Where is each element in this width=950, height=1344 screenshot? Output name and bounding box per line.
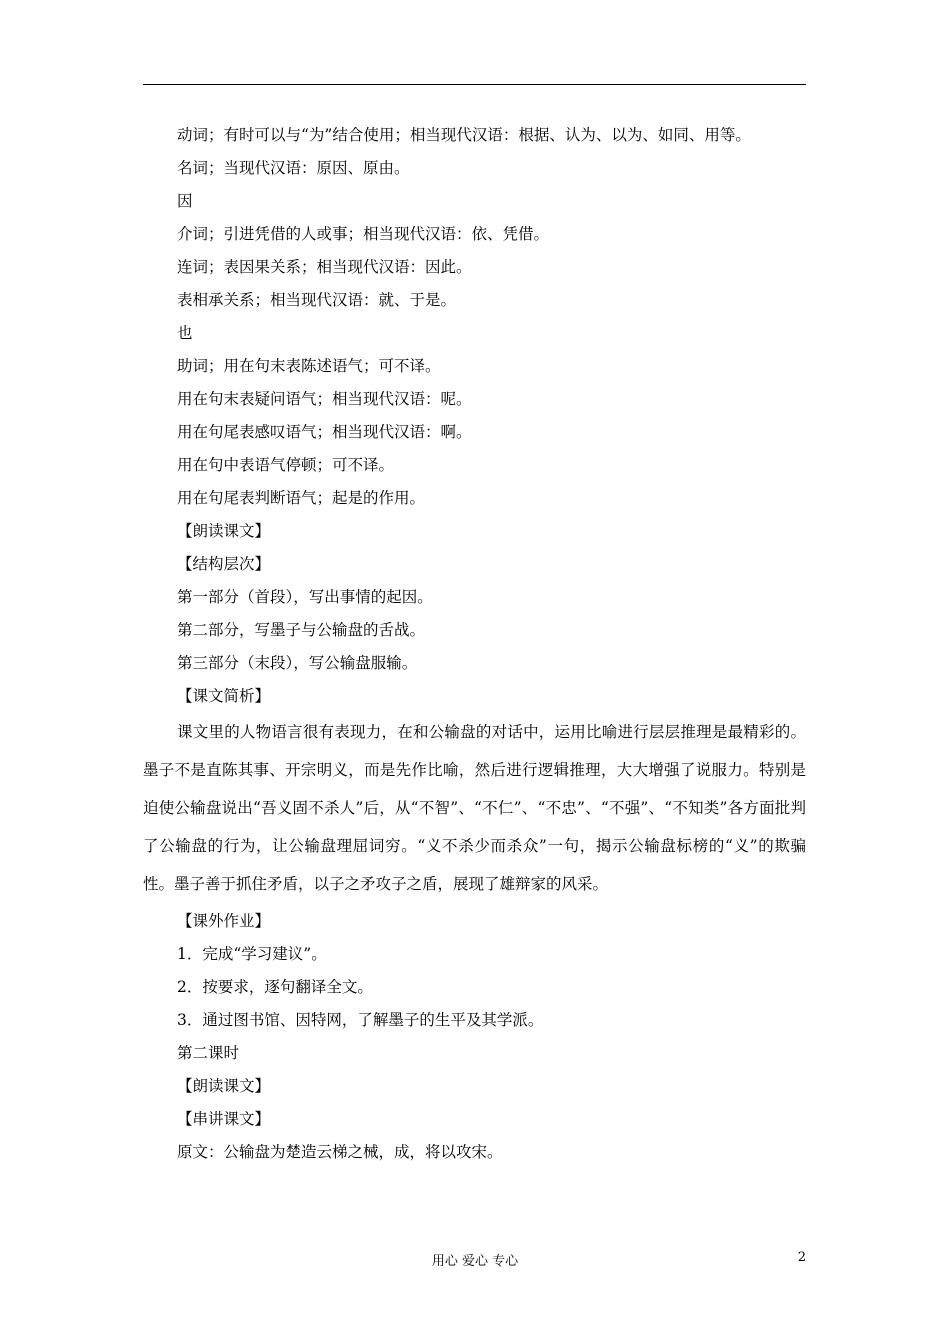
- text-line: 用在句末表疑问语气；相当现代汉语：呢。: [177, 390, 472, 408]
- text-line: 也: [177, 324, 193, 342]
- footer-text: 用心 爱心 专心: [431, 1254, 519, 1269]
- text-line: 2．按要求，逐句翻译全文。: [177, 978, 373, 996]
- text-line: 介词；引进凭借的人或事；相当现代汉语：依、凭借。: [177, 225, 550, 243]
- text-line: 【结构层次】: [177, 555, 271, 573]
- text-line: 【课文简析】: [177, 687, 271, 705]
- text-line: 第二课时: [177, 1044, 240, 1062]
- text-line: 第二部分，写墨子与公输盘的舌战。: [177, 621, 426, 639]
- text-line: 表相承关系；相当现代汉语：就、于是。: [177, 291, 457, 309]
- text-line: 动词；有时可以与“为”结合使用；相当现代汉语：根据、认为、以为、如同、用等。: [177, 126, 751, 144]
- text-line: 用在句尾表判断语气；起是的作用。: [177, 489, 426, 507]
- text-line: 【课外作业】: [177, 912, 271, 930]
- text-line: 因: [177, 192, 193, 210]
- lines-before: [143, 119, 806, 713]
- analysis-paragraph: 课文里的人物语言很有表现力，在和公输盘的对话中，运用比喻进行层层推理是最精彩的。墨子不是直陈其事、开宗明义，而是先作比喻，然后进行逻辑推理，大大增强了说服力。特别是迫使公输盘说出“吾义固不杀人”后，从“不智”、“不仁”、“不忠”、“不强”、“不知类”各方面批判了公输盘的行为，让公输盘理屈词穷。“义不杀少而杀众”一句，揭示公输盘标榜的“义”的欺骗性。墨子善于抓住矛盾，以子之矛攻子之盾，展现了雄辩家的风采。: [143, 723, 806, 893]
- document-body: [143, 119, 806, 1169]
- page-number: 2: [797, 1250, 806, 1265]
- text-line: 名词；当现代汉语：原因、原由。: [177, 159, 410, 177]
- text-line: 原文：公输盘为楚造云梯之械，成，将以攻宋。: [177, 1143, 503, 1161]
- text-line: 3．通过图书馆、因特网，了解墨子的生平及其学派。: [177, 1011, 544, 1029]
- text-line: 【朗读课文】: [177, 1077, 271, 1095]
- text-line: 【串讲课文】: [177, 1110, 271, 1128]
- header-rule: [143, 84, 806, 85]
- text-line: 第一部分（首段），写出事情的起因。: [177, 588, 433, 606]
- text-line: 用在句中表语气停顿；可不译。: [177, 456, 395, 474]
- text-line: 1．完成“学习建议”。: [177, 945, 327, 963]
- text-line: 用在句尾表感叹语气；相当现代汉语：啊。: [177, 423, 472, 441]
- text-line: 【朗读课文】: [177, 522, 271, 540]
- lines-after: [143, 905, 806, 1169]
- text-line: 连词；表因果关系；相当现代汉语：因此。: [177, 258, 472, 276]
- text-line: 第三部分（末段），写公输盘服输。: [177, 654, 418, 672]
- text-line: 助词；用在句末表陈述语气；可不译。: [177, 357, 441, 375]
